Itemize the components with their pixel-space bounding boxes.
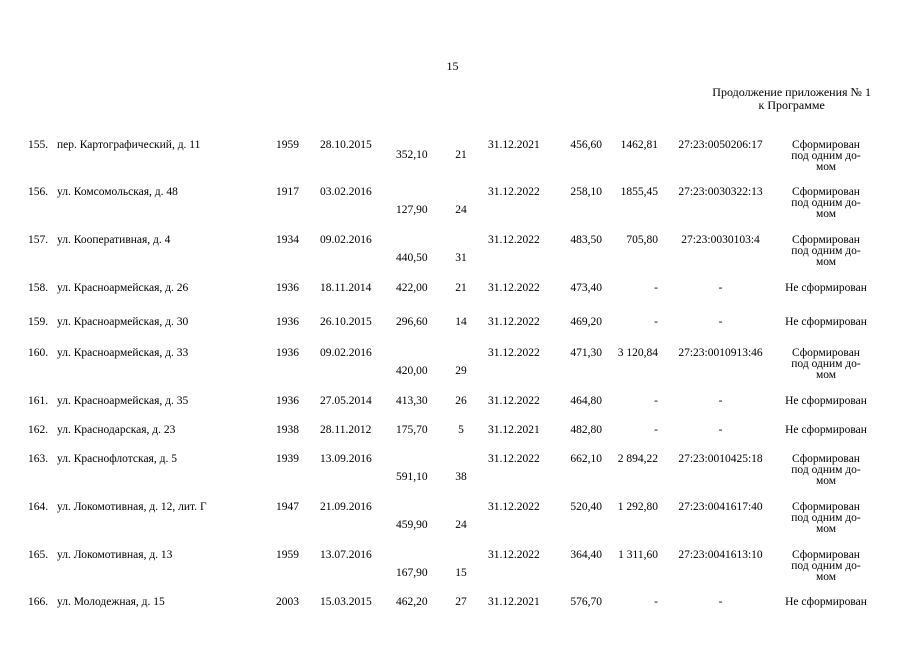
row-value-1: 456,60 [570, 139, 602, 151]
table-row [0, 235, 905, 285]
row-count: 15 [455, 567, 467, 579]
row-date: 13.07.2016 [320, 549, 372, 561]
row-status [778, 348, 874, 381]
row-number: 160. [28, 347, 49, 359]
row-plan-date: 31.12.2022 [488, 395, 540, 407]
row-status-line: под одним до- [791, 560, 861, 572]
table-row [0, 550, 905, 600]
row-year: 1936 [276, 347, 299, 359]
row-count: 24 [455, 519, 467, 531]
row-plan-date: 31.12.2022 [488, 186, 540, 198]
row-count: 27 [455, 596, 467, 608]
row-status [778, 502, 874, 535]
row-address: ул. Локомотивная, д. 13 [57, 549, 173, 561]
row-count: 21 [455, 282, 467, 294]
row-cadastral: 27:23:0050206:17 [678, 139, 763, 151]
row-status-line: Сформирован [792, 501, 860, 513]
row-cadastral: 27:23:0041613:10 [678, 549, 763, 561]
row-status [778, 235, 874, 268]
row-count: 38 [455, 471, 467, 483]
row-value-1: 364,40 [570, 549, 602, 561]
row-date: 03.02.2016 [320, 186, 372, 198]
row-value-2: 1855,45 [620, 186, 658, 198]
row-date: 09.02.2016 [320, 347, 372, 359]
row-count: 5 [458, 424, 464, 436]
row-date: 21.09.2016 [320, 501, 372, 513]
row-status-line: Сформирован [792, 186, 860, 198]
row-status-line: Не сформирован [785, 596, 867, 608]
row-value-2: 705,80 [626, 234, 658, 246]
row-status-line: Не сформирован [785, 424, 867, 436]
row-value-1: 469,20 [570, 316, 602, 328]
row-status-line: мом [815, 571, 837, 583]
row-status [778, 454, 874, 487]
row-value-1: 471,30 [570, 347, 602, 359]
annex-line-2: к Программе [758, 98, 825, 112]
row-number: 159. [28, 316, 49, 328]
row-status-line: Сформирован [792, 453, 860, 465]
row-status-line: под одним до- [791, 464, 861, 476]
row-area: 459,90 [396, 519, 428, 531]
row-status [778, 425, 874, 436]
row-count: 26 [455, 395, 467, 407]
row-address: ул. Кооперативная, д. 4 [57, 234, 171, 246]
row-plan-date: 31.12.2021 [488, 424, 540, 436]
row-status [778, 140, 874, 173]
row-number: 163. [28, 453, 49, 465]
row-year: 1938 [276, 424, 299, 436]
row-address: ул. Краснофлотская, д. 5 [57, 453, 177, 465]
row-value-1: 483,50 [570, 234, 602, 246]
row-date: 28.11.2012 [320, 424, 372, 436]
row-value-1: 258,10 [570, 186, 602, 198]
row-plan-date: 31.12.2022 [488, 282, 540, 294]
row-year: 1934 [276, 234, 299, 246]
row-status-line: Не сформирован [785, 395, 867, 407]
row-address: пер. Картографический, д. 11 [57, 139, 201, 151]
row-plan-date: 31.12.2022 [488, 234, 540, 246]
row-value-2: 1 311,60 [618, 549, 658, 561]
row-address: ул. Краснодарская, д. 23 [57, 424, 176, 436]
row-status [778, 317, 874, 328]
row-area: 127,90 [396, 204, 428, 216]
row-value-1: 473,40 [570, 282, 602, 294]
row-cadastral: - [718, 596, 723, 608]
row-year: 1936 [276, 282, 299, 294]
row-count: 29 [455, 365, 467, 377]
row-date: 09.02.2016 [320, 234, 372, 246]
row-plan-date: 31.12.2021 [488, 596, 540, 608]
row-cadastral: 27:23:0010425:18 [678, 453, 763, 465]
row-count: 21 [455, 149, 467, 161]
row-status-line: мом [815, 369, 837, 381]
row-plan-date: 31.12.2022 [488, 501, 540, 513]
row-year: 1939 [276, 453, 299, 465]
row-status-line: мом [815, 208, 837, 220]
row-address: ул. Локомотивная, д. 12, лит. Г [57, 501, 207, 513]
row-value-2: - [654, 316, 658, 328]
annex-header [712, 86, 871, 112]
row-number: 155. [28, 139, 49, 151]
row-number: 156. [28, 186, 49, 198]
table-row [0, 348, 905, 398]
row-value-2: - [654, 596, 658, 608]
row-address: ул. Красноармейская, д. 30 [57, 316, 189, 328]
row-value-1: 482,80 [570, 424, 602, 436]
row-number: 158. [28, 282, 49, 294]
row-year: 1947 [276, 501, 299, 513]
row-number: 157. [28, 234, 49, 246]
table-row [0, 502, 905, 552]
row-address: ул. Комсомольская, д. 48 [57, 186, 178, 198]
row-plan-date: 31.12.2022 [488, 453, 540, 465]
row-number: 165. [28, 549, 49, 561]
row-value-1: 576,70 [570, 596, 602, 608]
table-row [0, 140, 905, 190]
row-area: 175,70 [396, 424, 428, 436]
row-status-line: под одним до- [791, 150, 861, 162]
row-cadastral: - [718, 395, 723, 407]
row-value-2: - [654, 282, 658, 294]
row-value-2: 1 292,80 [617, 501, 658, 513]
row-count: 24 [455, 204, 467, 216]
row-date: 18.11.2014 [320, 282, 372, 294]
row-value-2: 2 894,22 [617, 453, 658, 465]
row-value-2: - [654, 395, 658, 407]
row-number: 166. [28, 596, 49, 608]
row-address: ул. Красноармейская, д. 26 [57, 282, 189, 294]
row-area: 420,00 [396, 365, 428, 377]
row-area: 352,10 [396, 149, 428, 161]
row-cadastral: - [718, 424, 723, 436]
row-cadastral: 27:23:0041617:40 [678, 501, 763, 513]
row-date: 28.10.2015 [320, 139, 372, 151]
page-number: 15 [446, 59, 459, 73]
table-row [0, 187, 905, 237]
row-year: 2003 [276, 596, 299, 608]
row-area: 462,20 [396, 596, 428, 608]
row-value-1: 662,10 [570, 453, 602, 465]
row-status-line: под одним до- [791, 245, 861, 257]
row-date: 27.05.2014 [320, 395, 372, 407]
row-plan-date: 31.12.2022 [488, 347, 540, 359]
row-status-line: под одним до- [791, 197, 861, 209]
row-cadastral: - [718, 282, 723, 294]
row-address: ул. Молодежная, д. 15 [57, 596, 165, 608]
row-status-line: Сформирован [792, 139, 860, 151]
row-plan-date: 31.12.2021 [488, 139, 540, 151]
row-number: 162. [28, 424, 49, 436]
row-status [778, 597, 874, 608]
row-value-2: - [654, 424, 658, 436]
row-year: 1936 [276, 395, 299, 407]
row-status [778, 550, 874, 583]
row-year: 1936 [276, 316, 299, 328]
row-area: 413,30 [396, 395, 428, 407]
row-status-line: Сформирован [792, 234, 860, 246]
row-value-1: 464,80 [570, 395, 602, 407]
row-date: 26.10.2015 [320, 316, 372, 328]
row-address: ул. Красноармейская, д. 35 [57, 395, 189, 407]
row-plan-date: 31.12.2022 [488, 316, 540, 328]
row-area: 591,10 [396, 471, 428, 483]
row-status [778, 396, 874, 407]
row-status-line: под одним до- [791, 512, 861, 524]
row-area: 440,50 [396, 252, 428, 264]
annex-line-1: Продолжение приложения № 1 [712, 85, 871, 99]
row-cadastral: - [718, 316, 723, 328]
row-status-line: мом [815, 256, 837, 268]
row-number: 164. [28, 501, 49, 513]
row-status-line: под одним до- [791, 358, 861, 370]
row-status-line: Сформирован [792, 347, 860, 359]
table-row [0, 454, 905, 504]
row-area: 296,60 [396, 316, 428, 328]
row-year: 1959 [276, 549, 299, 561]
row-count: 14 [455, 316, 467, 328]
row-value-1: 520,40 [570, 501, 602, 513]
row-count: 31 [455, 252, 467, 264]
row-date: 15.03.2015 [320, 596, 372, 608]
row-area: 167,90 [396, 567, 428, 579]
row-year: 1917 [276, 186, 299, 198]
row-year: 1959 [276, 139, 299, 151]
row-status-line: мом [815, 475, 837, 487]
row-status-line: мом [815, 523, 837, 535]
row-status-line: Не сформирован [785, 282, 867, 294]
row-area: 422,00 [396, 282, 428, 294]
row-status [778, 187, 874, 220]
row-status-line: Сформирован [792, 549, 860, 561]
row-address: ул. Красноармейская, д. 33 [57, 347, 189, 359]
row-date: 13.09.2016 [320, 453, 372, 465]
row-status [778, 283, 874, 294]
row-number: 161. [28, 395, 49, 407]
row-plan-date: 31.12.2022 [488, 549, 540, 561]
row-status-line: мом [815, 161, 837, 173]
row-cadastral: 27:23:0030103:4 [681, 234, 760, 246]
row-status-line: Не сформирован [785, 316, 867, 328]
row-value-2: 3 120,84 [617, 347, 658, 359]
row-value-2: 1462,81 [620, 139, 658, 151]
row-cadastral: 27:23:0030322:13 [678, 186, 763, 198]
row-cadastral: 27:23:0010913:46 [678, 347, 763, 359]
